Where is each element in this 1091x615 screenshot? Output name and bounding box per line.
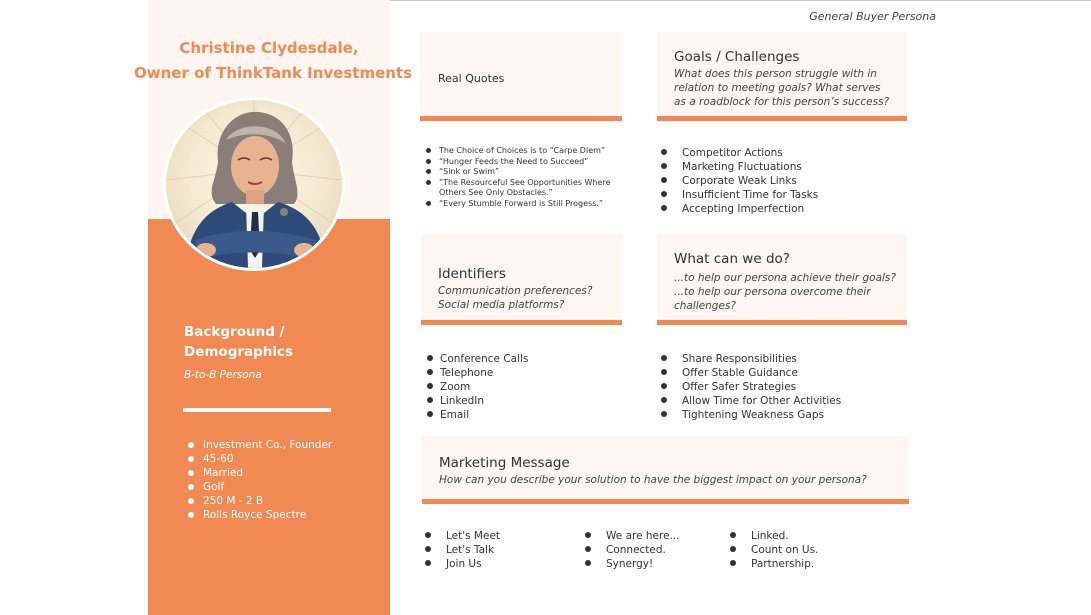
list-item: Tightening Weakness Gaps xyxy=(660,408,841,422)
persona-portrait-icon xyxy=(166,100,342,268)
background-heading xyxy=(184,322,374,362)
goals-card xyxy=(657,32,907,121)
list-item: 45-60 xyxy=(188,452,332,466)
profile-column xyxy=(134,0,413,615)
goals-desc xyxy=(674,67,904,109)
identifiers-bar xyxy=(421,320,622,325)
what-can-we-do-card xyxy=(657,234,907,325)
list-item: Zoom xyxy=(426,380,528,394)
goals-bar xyxy=(657,116,907,121)
marketing-title: Marketing Message xyxy=(439,455,570,471)
list-item: Accepting Imperfection xyxy=(660,202,818,216)
list-item: 250 M - 2 B xyxy=(188,494,332,508)
persona-name: Christine Clydesdale, xyxy=(179,39,359,57)
identifiers-card xyxy=(421,234,622,325)
what-can-we-do-bar xyxy=(657,320,907,325)
marketing-desc: How can you describe your solution to have the biggest impact on your persona? xyxy=(439,474,867,486)
list-item: Marketing Fluctuations xyxy=(660,160,818,174)
quotes-title: Real Quotes xyxy=(438,72,505,85)
list-item-continuation: Others See Only Obstacles.” xyxy=(439,188,553,197)
marketing-list-2 xyxy=(584,529,680,571)
quotes-card xyxy=(420,32,622,121)
list-item: Offer Safer Strategies xyxy=(660,380,841,394)
what-can-we-do-desc-line1: ...to help our persona achieve their goals? xyxy=(674,272,896,284)
list-item: Linked. xyxy=(729,529,818,543)
list-item: Conference Calls xyxy=(426,352,528,366)
list-item: Rolls Royce Spectre xyxy=(188,508,332,522)
quotes-list xyxy=(425,146,610,209)
top-divider xyxy=(390,0,1091,1)
list-item: “The Resourceful See Opportunities Where xyxy=(425,178,610,189)
persona-tag: General Buyer Persona xyxy=(809,10,936,23)
list-item: LinkedIn xyxy=(426,394,528,408)
list-item: Count on Us. xyxy=(729,543,818,557)
list-item: Let's Talk xyxy=(424,543,500,557)
list-item: Join Us xyxy=(424,557,500,571)
goals-desc-line1: What does this person struggle with in xyxy=(674,68,877,80)
list-item: “Hunger Feeds the Need to Succeed” xyxy=(425,157,610,168)
identifiers-title: Identifiers xyxy=(438,266,506,282)
list-item: Married xyxy=(188,466,332,480)
identifiers-desc-line1: Communication preferences? xyxy=(438,285,593,297)
list-item: Corporate Weak Links xyxy=(660,174,818,188)
list-item: Connected. xyxy=(584,543,680,557)
list-item: Golf xyxy=(188,480,332,494)
list-item: Competitor Actions xyxy=(660,146,818,160)
avatar xyxy=(163,97,345,271)
list-item: The Choice of Choices is to “Carpe Diem” xyxy=(425,146,610,157)
list-item: We are here... xyxy=(584,529,680,543)
list-item: Investment Co., Founder xyxy=(188,438,332,452)
list-item: Offer Stable Guidance xyxy=(660,366,841,380)
marketing-list-3 xyxy=(729,529,818,571)
what-can-we-do-desc xyxy=(674,271,904,313)
persona-role: Owner of ThinkTank Investments xyxy=(134,64,413,82)
what-can-we-do-desc-line3: challenges? xyxy=(674,300,736,312)
list-item: Partnership. xyxy=(729,557,818,571)
list-item: Synergy! xyxy=(584,557,680,571)
identifiers-desc-line2: Social media platforms? xyxy=(438,299,565,311)
list-item: “Sink or Swim” xyxy=(425,167,610,178)
list-item: Telephone xyxy=(426,366,528,380)
list-item: Let's Meet xyxy=(424,529,500,543)
what-can-we-do-desc-line2: ...to help our persona overcome their xyxy=(674,286,871,298)
profile-bottom-panel xyxy=(148,219,390,615)
list-item: Allow Time for Other Activities xyxy=(660,394,841,408)
identifiers-list xyxy=(426,352,528,422)
what-can-we-do-title: What can we do? xyxy=(674,251,790,267)
goals-title: Goals / Challenges xyxy=(674,49,800,65)
background-heading-line2: Demographics xyxy=(184,344,294,360)
what-can-we-do-list xyxy=(660,352,841,422)
list-item: Insufficient Time for Tasks xyxy=(660,188,818,202)
marketing-list-1 xyxy=(424,529,500,571)
marketing-bar xyxy=(422,499,909,504)
identifiers-desc xyxy=(438,284,618,312)
goals-desc-line3: as a roadblock for this person’s success? xyxy=(674,96,890,108)
background-heading-line1: Background / xyxy=(184,324,285,340)
background-subtitle: B-to-B Persona xyxy=(184,369,262,381)
quotes-bar xyxy=(420,116,622,121)
background-divider xyxy=(183,408,331,412)
goals-desc-line2: relation to meeting goals? What serves xyxy=(674,82,881,94)
list-item: “Every Stumble Forward is Still Progess.” xyxy=(425,199,610,210)
background-list xyxy=(188,438,332,522)
marketing-card xyxy=(422,436,909,504)
list-item: Email xyxy=(426,408,528,422)
list-item: Share Responsibilities xyxy=(660,352,841,366)
goals-list xyxy=(660,146,818,216)
